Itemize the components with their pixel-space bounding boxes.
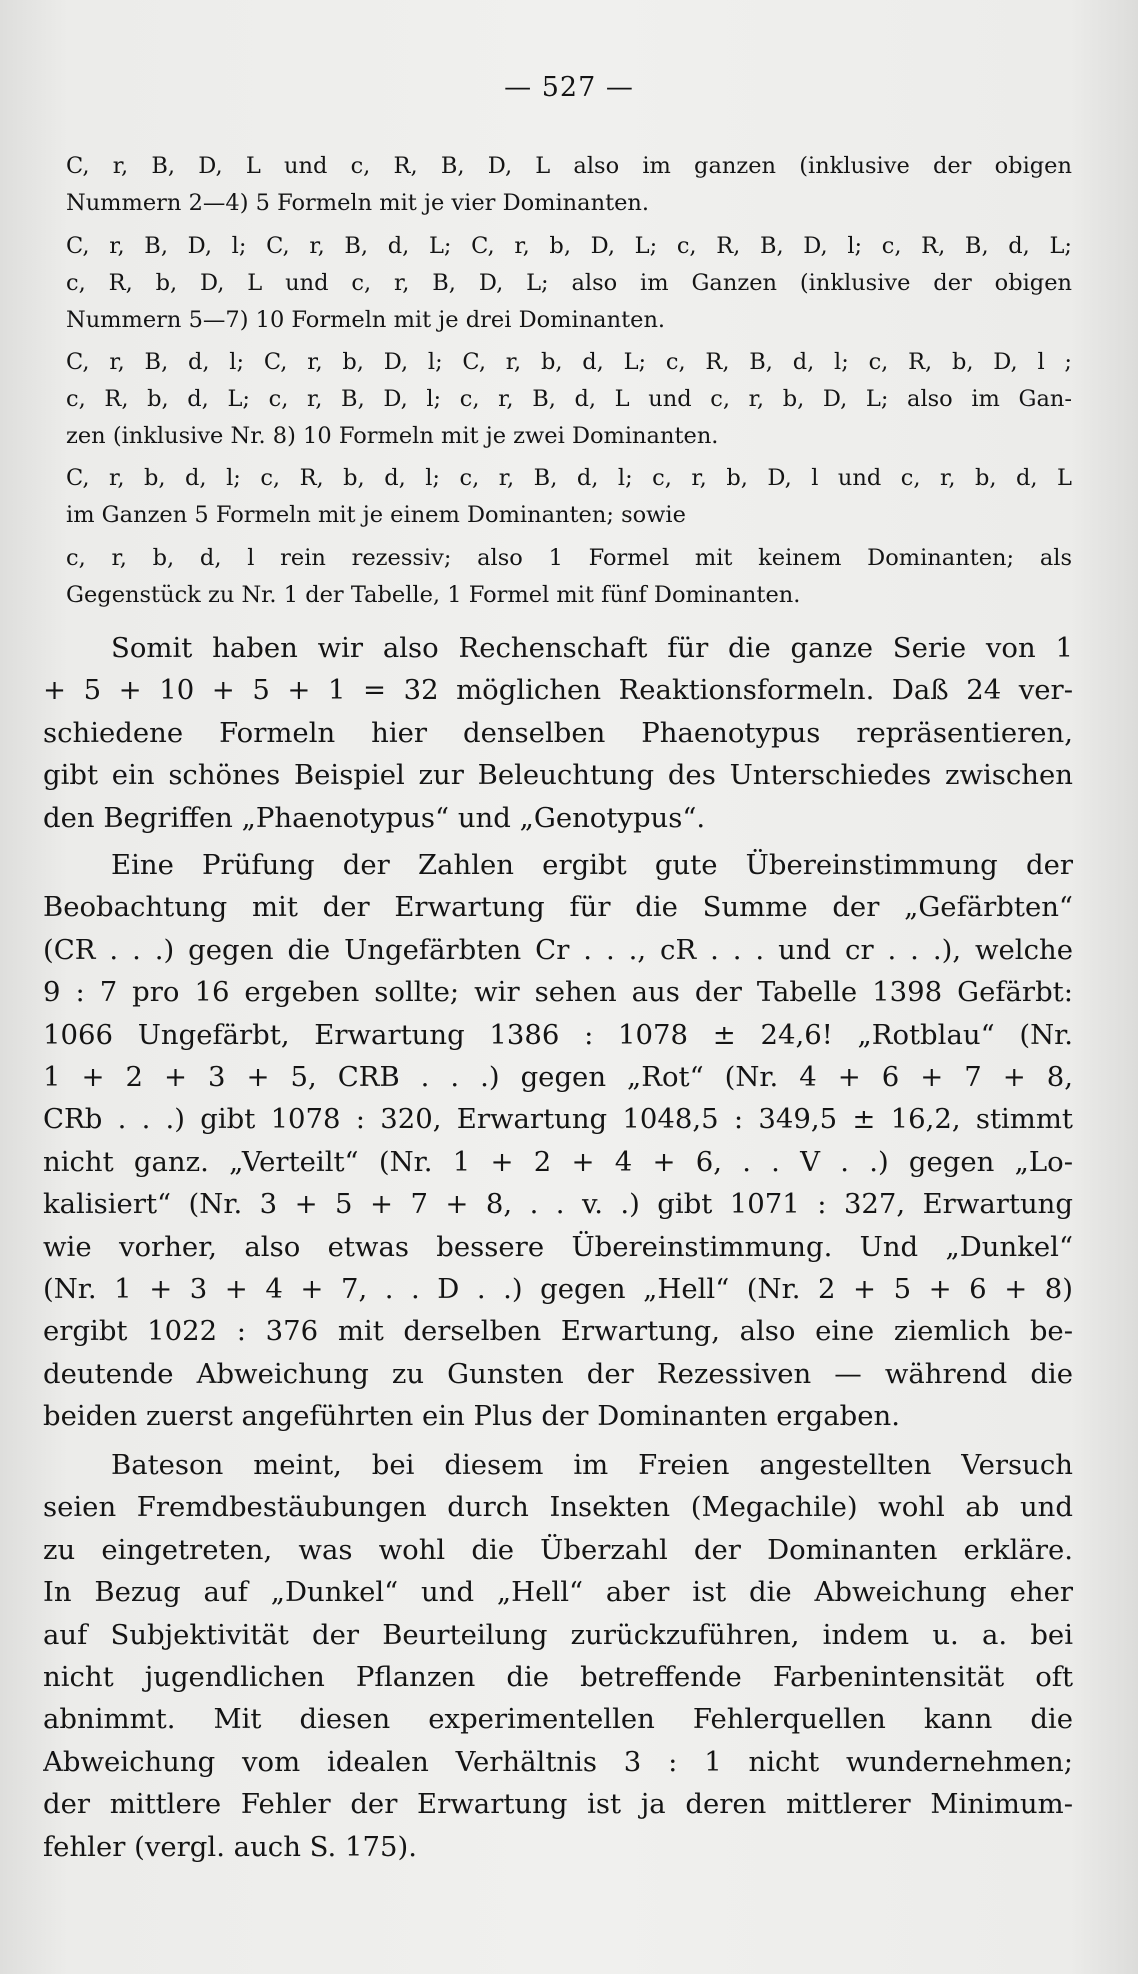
text-line: 1 + 2 + 3 + 5, CRB . . .) gegen „Rot“ (Nr. 4 + 6 + 7 + 8,	[43, 1061, 1073, 1094]
text-line: Eine Prüfung der Zahlen ergibt gute Übereinstimmung der	[111, 849, 1073, 881]
text-line: C, r, b, d, l; c, R, b, d, l; c, r, B, d, l; c, r, b, D, l und c, r, b, d, L	[66, 465, 1072, 491]
formula-group-one-dominant	[66, 460, 1072, 534]
text-line: Abweichung vom idealen Verhältnis 3 : 1 nicht wundernehmen;	[43, 1745, 1073, 1778]
text-line: C, r, B, d, l; C, r, b, D, l; C, r, b, d, L; c, R, B, d, l; c, R, b, D, l ;	[66, 349, 1072, 375]
text-line: der mittlere Fehler der Erwartung ist ja deren mittlerer Minimum-	[43, 1788, 1073, 1821]
text-line: zen (inklusive Nr. 8) 10 Formeln mit je zwei Dominanten.	[66, 423, 719, 449]
text-line: zu eingetreten, was wohl die Überzahl der Dominanten erkläre.	[43, 1533, 1073, 1566]
text-line: Gegenstück zu Nr. 1 der Tabelle, 1 Formel mit fünf Dominanten.	[66, 582, 801, 608]
paragraph-rechenschaft	[43, 627, 1073, 839]
paragraph-pruefung	[43, 844, 1073, 1438]
text-line: deutende Abweichung zu Gunsten der Rezessiven — während die	[43, 1357, 1073, 1390]
text-line: C, r, B, D, L und c, R, B, D, L also im ganzen (inklusive der obigen	[66, 153, 1072, 179]
text-line: kalisiert“ (Nr. 3 + 5 + 7 + 8, . . v. .) gibt 1071 : 327, Erwartung	[43, 1188, 1073, 1221]
text-line: ergibt 1022 : 376 mit derselben Erwartung, also eine ziemlich be-	[43, 1315, 1073, 1348]
text-line: wie vorher, also etwas bessere Übereinstimmung. Und „Dunkel“	[43, 1230, 1073, 1263]
text-line: c, R, b, D, L und c, r, B, D, L; also im Ganzen (inklusive der obigen	[66, 270, 1072, 296]
text-line: Beobachtung mit der Erwartung für die Summe der „Gefärbten“	[43, 891, 1073, 924]
text-line: + 5 + 10 + 5 + 1 = 32 möglichen Reaktionsformeln. Daß 24 ver-	[43, 674, 1073, 707]
text-line: c, R, b, d, L; c, r, B, D, l; c, r, B, d, L und c, r, b, D, L; also im Gan-	[66, 386, 1072, 412]
text-line: 9 : 7 pro 16 ergeben sollte; wir sehen aus der Tabelle 1398 Gefärbt:	[43, 976, 1073, 1009]
text-line: schiedene Formeln hier denselben Phaenotypus repräsentieren,	[43, 716, 1073, 749]
text-line: seien Fremdbestäubungen durch Insekten (Megachile) wohl ab und	[43, 1491, 1073, 1524]
text-line: (Nr. 1 + 3 + 4 + 7, . . D . .) gegen „Hell“ (Nr. 2 + 5 + 6 + 8)	[43, 1273, 1073, 1306]
text-line: nicht ganz. „Verteilt“ (Nr. 1 + 2 + 4 + 6, . . V . .) gegen „Lo-	[43, 1145, 1073, 1178]
text-line: Nummern 5—7) 10 Formeln mit je drei Dominanten.	[66, 307, 666, 333]
text-line: c, r, b, d, l rein rezessiv; also 1 Formel mit keinem Dominanten; als	[66, 545, 1072, 571]
text-line: im Ganzen 5 Formeln mit je einem Dominanten; sowie	[66, 502, 686, 528]
text-line: Nummern 2—4) 5 Formeln mit je vier Dominanten.	[66, 190, 650, 216]
text-line: fehler (vergl. auch S. 175).	[43, 1830, 417, 1863]
page-number: — 527 —	[504, 72, 634, 103]
text-line: CRb . . .) gibt 1078 : 320, Erwartung 1048,5 : 349,5 ± 16,2, stimmt	[43, 1103, 1073, 1136]
text-line: beiden zuerst angeführten ein Plus der Dominanten ergaben.	[43, 1400, 901, 1433]
text-line: Bateson meint, bei diesem im Freien angestellten Versuch	[111, 1449, 1073, 1481]
text-line: 1066 Ungefärbt, Erwartung 1386 : 1078 ± 24,6! „Rotblau“ (Nr.	[43, 1018, 1073, 1051]
formula-group-three-dominants	[66, 228, 1072, 339]
formula-group-two-dominants	[66, 344, 1072, 455]
text-line: gibt ein schönes Beispiel zur Beleuchtung des Unterschiedes zwischen	[43, 759, 1073, 792]
text-line: den Begriffen „Phaenotypus“ und „Genotypus“.	[43, 801, 706, 834]
text-line: nicht jugendlichen Pflanzen die betreffende Farbenintensität oft	[43, 1661, 1073, 1694]
text-line: In Bezug auf „Dunkel“ und „Hell“ aber ist die Abweichung eher	[43, 1576, 1073, 1609]
text-line: Somit haben wir also Rechenschaft für die ganze Serie von 1	[111, 632, 1073, 664]
text-line: abnimmt. Mit diesen experimentellen Fehlerquellen kann die	[43, 1703, 1073, 1736]
formula-group-recessive	[66, 540, 1072, 614]
text-line: auf Subjektivität der Beurteilung zurückzuführen, indem u. a. bei	[43, 1618, 1073, 1651]
paragraph-bateson	[43, 1444, 1073, 1868]
text-line: C, r, B, D, l; C, r, B, d, L; C, r, b, D, L; c, R, B, D, l; c, R, B, d, L;	[66, 233, 1072, 259]
formula-group-four-dominants	[66, 148, 1072, 222]
text-line: (CR . . .) gegen die Ungefärbten Cr . . ., cR . . . und cr . . .), welche	[43, 933, 1073, 966]
